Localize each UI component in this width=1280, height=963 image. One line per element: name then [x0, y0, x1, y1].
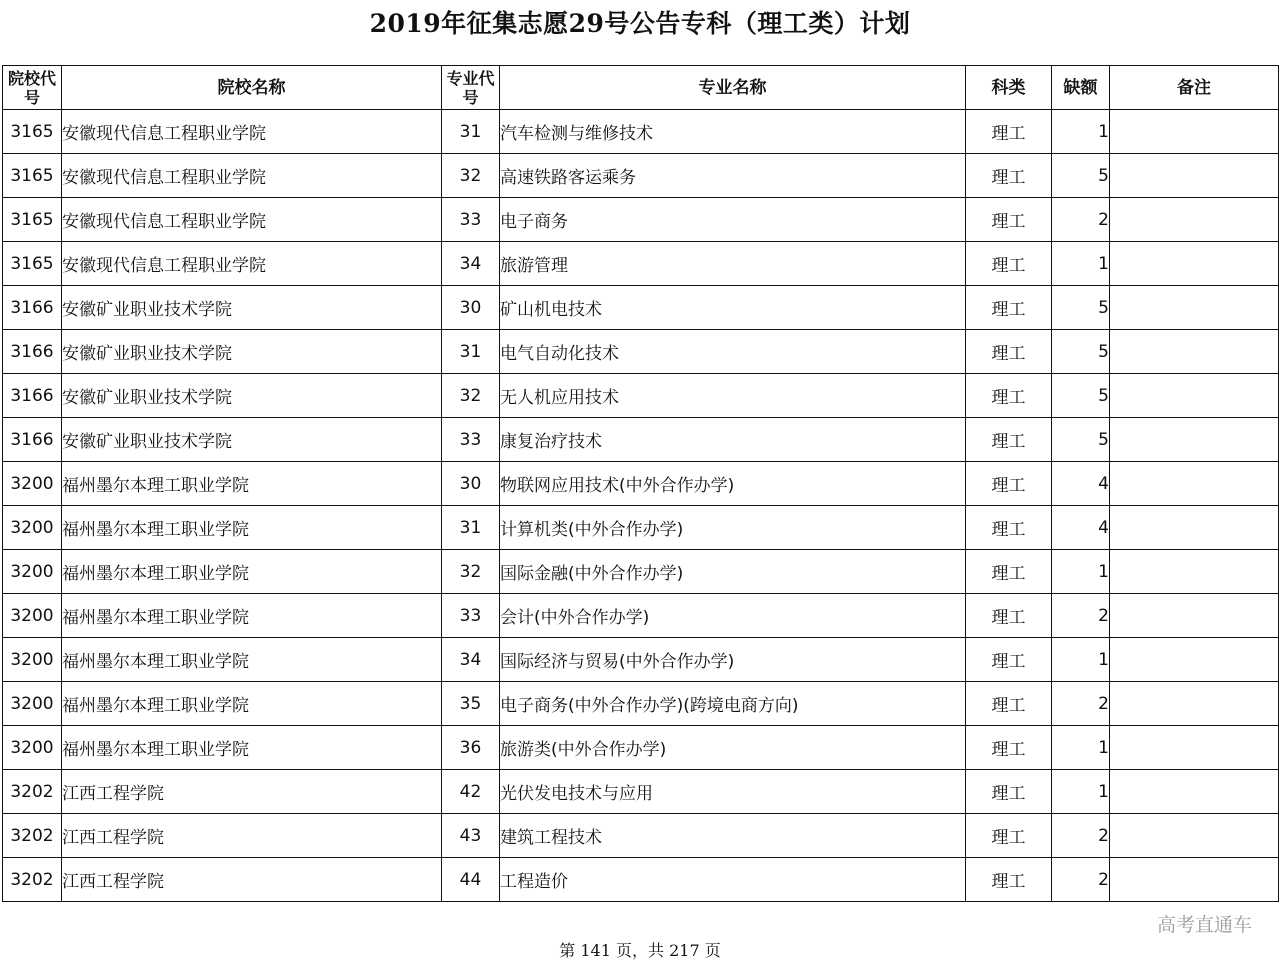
cell-major-code: 30: [442, 286, 500, 330]
cell-major-name: 国际经济与贸易(中外合作办学): [500, 638, 966, 682]
table-row: [3, 462, 1279, 506]
cell-quota: 4: [1052, 462, 1110, 506]
cell-major-code: 32: [442, 154, 500, 198]
cell-remarks: [1110, 726, 1279, 770]
cell-major-name: 计算机类(中外合作办学): [500, 506, 966, 550]
cell-school-code: 3166: [3, 374, 62, 418]
table-row: [3, 814, 1279, 858]
cell-major-name: 建筑工程技术: [500, 814, 966, 858]
cell-remarks: [1110, 374, 1279, 418]
cell-quota: 2: [1052, 198, 1110, 242]
cell-school-name: 福州墨尔本理工职业学院: [62, 682, 442, 726]
table-row: [3, 330, 1279, 374]
cell-category: 理工: [966, 154, 1052, 198]
cell-remarks: [1110, 286, 1279, 330]
cell-category: 理工: [966, 110, 1052, 154]
cell-major-name: 国际金融(中外合作办学): [500, 550, 966, 594]
cell-category: 理工: [966, 506, 1052, 550]
cell-category: 理工: [966, 770, 1052, 814]
cell-quota: 5: [1052, 418, 1110, 462]
cell-school-name: 福州墨尔本理工职业学院: [62, 594, 442, 638]
cell-quota: 1: [1052, 638, 1110, 682]
cell-major-code: 31: [442, 110, 500, 154]
cell-school-name: 安徽矿业职业技术学院: [62, 374, 442, 418]
cell-school-name: 安徽现代信息工程职业学院: [62, 198, 442, 242]
table-row: [3, 550, 1279, 594]
cell-quota: 5: [1052, 330, 1110, 374]
cell-school-name: 安徽现代信息工程职业学院: [62, 154, 442, 198]
cell-remarks: [1110, 594, 1279, 638]
cell-school-name: 安徽矿业职业技术学院: [62, 418, 442, 462]
cell-category: 理工: [966, 418, 1052, 462]
cell-quota: 1: [1052, 242, 1110, 286]
cell-major-code: 42: [442, 770, 500, 814]
cell-category: 理工: [966, 638, 1052, 682]
cell-school-name: 福州墨尔本理工职业学院: [62, 638, 442, 682]
cell-major-code: 33: [442, 198, 500, 242]
cell-remarks: [1110, 110, 1279, 154]
cell-major-code: 30: [442, 462, 500, 506]
table-row: [3, 110, 1279, 154]
table-row: [3, 418, 1279, 462]
page-title: 2019年征集志愿29号公告专科（理工类）计划: [369, 9, 911, 38]
cell-category: 理工: [966, 726, 1052, 770]
cell-school-name: 福州墨尔本理工职业学院: [62, 462, 442, 506]
cell-remarks: [1110, 550, 1279, 594]
cell-category: 理工: [966, 286, 1052, 330]
table-row: [3, 286, 1279, 330]
cell-school-name: 安徽现代信息工程职业学院: [62, 110, 442, 154]
cell-school-code: 3202: [3, 770, 62, 814]
cell-category: 理工: [966, 682, 1052, 726]
cell-school-code: 3165: [3, 154, 62, 198]
cell-major-name: 高速铁路客运乘务: [500, 154, 966, 198]
cell-school-name: 江西工程学院: [62, 814, 442, 858]
table-row: [3, 682, 1279, 726]
cell-remarks: [1110, 242, 1279, 286]
cell-major-code: 44: [442, 858, 500, 902]
table-row: [3, 594, 1279, 638]
cell-major-code: 31: [442, 506, 500, 550]
cell-school-code: 3200: [3, 726, 62, 770]
header-remarks: 备注: [1110, 66, 1279, 110]
cell-major-code: 32: [442, 374, 500, 418]
table-row: [3, 770, 1279, 814]
cell-school-name: 江西工程学院: [62, 858, 442, 902]
header-school-code: 院校代号: [3, 66, 62, 110]
cell-major-code: 31: [442, 330, 500, 374]
cell-quota: 1: [1052, 770, 1110, 814]
cell-major-code: 33: [442, 594, 500, 638]
cell-quota: 2: [1052, 858, 1110, 902]
cell-quota: 5: [1052, 374, 1110, 418]
cell-major-code: 34: [442, 638, 500, 682]
cell-quota: 5: [1052, 154, 1110, 198]
cell-remarks: [1110, 814, 1279, 858]
cell-quota: 2: [1052, 594, 1110, 638]
cell-major-name: 旅游类(中外合作办学): [500, 726, 966, 770]
header-category: 科类: [966, 66, 1052, 110]
cell-category: 理工: [966, 462, 1052, 506]
cell-major-code: 34: [442, 242, 500, 286]
cell-quota: 1: [1052, 726, 1110, 770]
cell-remarks: [1110, 682, 1279, 726]
cell-quota: 1: [1052, 110, 1110, 154]
cell-major-name: 旅游管理: [500, 242, 966, 286]
cell-category: 理工: [966, 594, 1052, 638]
cell-remarks: [1110, 330, 1279, 374]
cell-school-name: 江西工程学院: [62, 770, 442, 814]
cell-quota: 2: [1052, 814, 1110, 858]
cell-school-name: 安徽矿业职业技术学院: [62, 286, 442, 330]
cell-remarks: [1110, 462, 1279, 506]
cell-quota: 4: [1052, 506, 1110, 550]
cell-major-name: 汽车检测与维修技术: [500, 110, 966, 154]
cell-school-code: 3165: [3, 110, 62, 154]
cell-category: 理工: [966, 198, 1052, 242]
table-header-row: [3, 66, 1279, 110]
header-major-name: 专业名称: [500, 66, 966, 110]
cell-major-code: 43: [442, 814, 500, 858]
cell-school-name: 安徽矿业职业技术学院: [62, 330, 442, 374]
cell-school-code: 3166: [3, 418, 62, 462]
cell-major-code: 35: [442, 682, 500, 726]
table-row: [3, 374, 1279, 418]
cell-category: 理工: [966, 330, 1052, 374]
cell-school-code: 3200: [3, 462, 62, 506]
cell-major-name: 电子商务: [500, 198, 966, 242]
cell-school-name: 福州墨尔本理工职业学院: [62, 550, 442, 594]
cell-school-code: 3200: [3, 506, 62, 550]
table-body: [3, 110, 1279, 902]
cell-remarks: [1110, 770, 1279, 814]
cell-remarks: [1110, 418, 1279, 462]
cell-school-name: 安徽现代信息工程职业学院: [62, 242, 442, 286]
cell-major-name: 电气自动化技术: [500, 330, 966, 374]
cell-remarks: [1110, 154, 1279, 198]
table-row: [3, 242, 1279, 286]
cell-major-name: 工程造价: [500, 858, 966, 902]
cell-school-code: 3202: [3, 858, 62, 902]
cell-major-name: 光伏发电技术与应用: [500, 770, 966, 814]
cell-school-code: 3202: [3, 814, 62, 858]
cell-school-code: 3200: [3, 682, 62, 726]
cell-major-code: 36: [442, 726, 500, 770]
cell-school-code: 3200: [3, 638, 62, 682]
cell-category: 理工: [966, 242, 1052, 286]
cell-quota: 5: [1052, 286, 1110, 330]
cell-category: 理工: [966, 550, 1052, 594]
cell-major-name: 康复治疗技术: [500, 418, 966, 462]
cell-major-name: 无人机应用技术: [500, 374, 966, 418]
cell-major-name: 会计(中外合作办学): [500, 594, 966, 638]
table-row: [3, 726, 1279, 770]
cell-remarks: [1110, 638, 1279, 682]
cell-school-code: 3165: [3, 242, 62, 286]
cell-school-code: 3165: [3, 198, 62, 242]
cell-major-code: 33: [442, 418, 500, 462]
cell-major-name: 物联网应用技术(中外合作办学): [500, 462, 966, 506]
cell-quota: 2: [1052, 682, 1110, 726]
cell-remarks: [1110, 198, 1279, 242]
table-row: [3, 858, 1279, 902]
plan-table: [2, 65, 1279, 902]
cell-category: 理工: [966, 858, 1052, 902]
cell-category: 理工: [966, 374, 1052, 418]
cell-school-code: 3166: [3, 330, 62, 374]
cell-remarks: [1110, 506, 1279, 550]
table-row: [3, 154, 1279, 198]
table-row: [3, 198, 1279, 242]
cell-quota: 1: [1052, 550, 1110, 594]
cell-school-code: 3200: [3, 594, 62, 638]
page-footer: 第 141 页，共 217 页: [559, 941, 721, 960]
header-major-code: 专业代号: [442, 66, 500, 110]
cell-school-name: 福州墨尔本理工职业学院: [62, 726, 442, 770]
cell-school-code: 3200: [3, 550, 62, 594]
cell-category: 理工: [966, 814, 1052, 858]
cell-major-code: 32: [442, 550, 500, 594]
header-quota: 缺额: [1052, 66, 1110, 110]
table-row: [3, 506, 1279, 550]
watermark: 高考直通车: [1156, 914, 1252, 936]
header-school-name: 院校名称: [62, 66, 442, 110]
cell-school-name: 福州墨尔本理工职业学院: [62, 506, 442, 550]
cell-major-name: 矿山机电技术: [500, 286, 966, 330]
cell-remarks: [1110, 858, 1279, 902]
cell-school-code: 3166: [3, 286, 62, 330]
table-row: [3, 638, 1279, 682]
cell-major-name: 电子商务(中外合作办学)(跨境电商方向): [500, 682, 966, 726]
